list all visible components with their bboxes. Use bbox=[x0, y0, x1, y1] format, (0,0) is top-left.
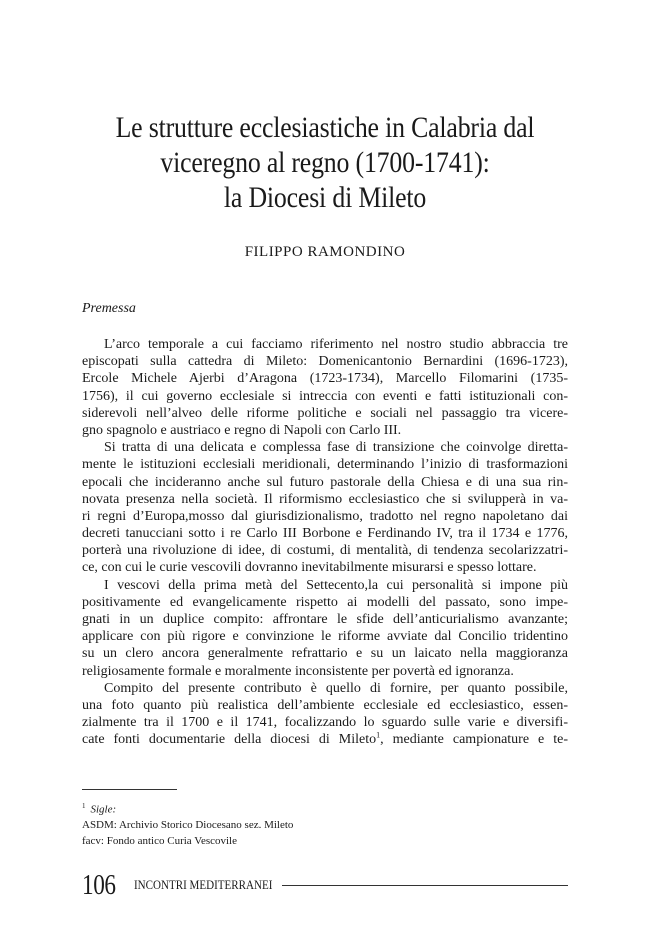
footnote-line: facv: Fondo antico Curia Vescovile bbox=[82, 834, 237, 847]
footnote-title: Sigle: bbox=[90, 803, 117, 816]
title-line-3: la Diocesi di Mileto bbox=[223, 181, 427, 214]
text-line: porterà una rivoluzione di idee, di costumi, di mentalità, di tendenza secolarizzatri- bbox=[82, 543, 568, 559]
body-text bbox=[82, 336, 568, 749]
text-line: gno spagnolo e austriaco e regno di Napoli con Carlo III. bbox=[82, 422, 402, 438]
text-line: I vescovi della prima metà del Settecento,la cui personalità si impone più bbox=[104, 577, 568, 593]
text-fragment: cate fonti documentarie della diocesi di Mileto bbox=[82, 732, 377, 748]
text-line: siderevoli nell’alveo delle riforme politiche e sociali nel passaggio tra vicere- bbox=[82, 405, 568, 421]
title-line-1: Le strutture ecclesiastiche in Calabria dal bbox=[115, 111, 535, 144]
text-line: Ercole Michele Ajerbi d’Aragona (1723-1734), Marcello Filomarini (1735- bbox=[82, 371, 568, 387]
text-line: su un clero ancora generalmente refrattario e su un laicato nella maggioranza bbox=[82, 646, 568, 662]
text-line: gnati in un duplice compito: affrontare le sfide dell’anticurialismo avanzante; bbox=[82, 612, 568, 627]
text-line: mente le istituzioni ecclesiali meridionali, determinando l’inizio di trasformazioni bbox=[82, 457, 568, 473]
text-line: religiosamente formale e moralmente inconsistente per povertà ed ignoranza. bbox=[82, 663, 514, 679]
text-line: zialmente tra il 1700 e il 1741, focalizzando lo sguardo sulle varie e diversifi- bbox=[82, 715, 568, 731]
text-line: una foto quanto più realistica dell’ambiente ecclesiale ed ecclesiastico, essen- bbox=[82, 697, 568, 713]
footnote-line: ASDM: Archivio Storico Diocesano sez. Mileto bbox=[82, 819, 294, 832]
footnote-divider bbox=[82, 789, 177, 790]
text-line: novata presenza nella società. Il riformismo ecclesiastico che si svilupperà in va- bbox=[82, 491, 568, 507]
text-line: L’arco temporale a cui facciamo riferimento nel nostro studio abbraccia tre bbox=[104, 337, 568, 352]
text-line: ri regni d’Europa,mosso dal giurisdizionalismo, tradotto nel regno napoletano dai bbox=[82, 508, 568, 524]
text-line: Compito del presente contributo è quello di fornire, per quanto possibile, bbox=[104, 680, 568, 696]
text-line bbox=[82, 731, 568, 748]
text-fragment: , mediante campionature e te- bbox=[380, 732, 568, 748]
text-line: positivamente ed evangelicamente rispetto ai modelli del passato, sono impe- bbox=[82, 594, 568, 610]
article-title bbox=[97, 110, 553, 215]
title-line-2: viceregno al regno (1700-1741): bbox=[160, 146, 490, 179]
text-line: ce, con cui le curie vescovili dovranno inevitabilmente misurarsi e spesso lottare. bbox=[82, 560, 537, 576]
text-line: episcopati sulla cattedra di Mileto: Domenicantonio Bernardini (1696-1723), bbox=[82, 354, 568, 370]
text-line: applicare con più rigore e convinzione le riforme avviate dal Concilio tridentino bbox=[82, 629, 568, 645]
footer-divider bbox=[282, 885, 568, 886]
author-name: FILIPPO RAMONDINO bbox=[244, 244, 406, 260]
text-line: 1756), il cui governo ecclesiale si intreccia con eventi e fatti istituzionali con- bbox=[82, 388, 568, 404]
page-number: 106 bbox=[82, 868, 116, 901]
text-line: Si tratta di una delicata e complessa fase di transizione che coinvolge diretta- bbox=[104, 440, 568, 456]
footnote-reference[interactable]: 1 bbox=[376, 731, 381, 740]
text-line: decreti tanucciani sotto i re Carlo III Borbone e Ferdinando IV, tra il 1734 e 1776, bbox=[82, 526, 568, 542]
section-heading: Premessa bbox=[82, 301, 136, 316]
text-line: epocali che incideranno anche sul futuro pastorale della Chiesa e di una sua rin- bbox=[82, 474, 568, 490]
page-footer bbox=[82, 868, 568, 902]
footnote-number: 1 bbox=[82, 802, 86, 810]
footnotes bbox=[82, 799, 293, 849]
footnote-1 bbox=[82, 799, 293, 818]
journal-name: INCONTRI MEDITERRANEI bbox=[134, 877, 273, 892]
